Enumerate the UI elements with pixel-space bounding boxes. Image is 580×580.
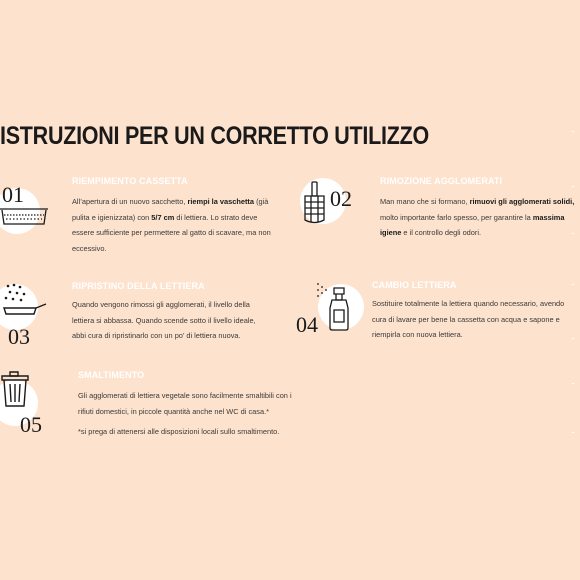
section-heading: RIMOZIONE AGGLOMERATI: [380, 176, 503, 186]
bold-text: igiene: [380, 228, 402, 237]
edge-mark: [572, 383, 574, 384]
section-body: [72, 194, 292, 256]
edge-mark: [572, 233, 574, 234]
body-line: molto importante farlo spesso, per garantire la massima: [380, 212, 565, 222]
body-line: pulita e igienizzata) con 5/7 cm di lettiera. Lo strato deve: [72, 212, 258, 222]
edge-mark: [572, 432, 574, 433]
section-number: 03: [8, 324, 30, 349]
body-line: riempirla con nuova lettiera.: [372, 330, 463, 339]
bold-text: massima: [532, 212, 565, 222]
body-line: cura di lavare per bene la cassetta con acqua e sapone e: [372, 314, 560, 324]
section-number: 04: [296, 312, 318, 337]
section-body: [78, 388, 318, 419]
body-line: rifiuti domestici, in piccole quantità anche nel WC di casa.*: [78, 406, 270, 416]
body-line: abbi cura di ripristinarlo con un po’ di lettiera nuova.: [72, 331, 241, 340]
body-line: essere sufficiente per permettere al gatto di scavare, ma non: [72, 228, 271, 237]
spray-bottle-icon: [316, 280, 352, 332]
bold-text: riempi la vaschetta: [187, 197, 255, 206]
edge-mark: [572, 338, 574, 339]
litter-refill-icon: [0, 282, 48, 322]
section-number: 01: [2, 182, 24, 207]
body-line: All’apertura di un nuovo sacchetto, riempi la vaschetta (già: [72, 197, 269, 206]
edge-mark: [572, 284, 574, 285]
trash-bin-icon: [0, 368, 30, 408]
footnote: *si prega di attenersi alle disposizioni locali sullo smaltimento.: [78, 427, 280, 436]
body-line: igiene e il controllo degli odori.: [380, 228, 482, 237]
body-line: Quando vengono rimossi gli agglomerati, il livello della: [72, 300, 250, 309]
section-body: [380, 194, 580, 241]
edge-mark: [572, 131, 574, 132]
section-number: 02: [330, 186, 352, 211]
section-heading: RIPRISTINO DELLA LETTIERA: [72, 281, 205, 291]
body-line: Man mano che si formano, rimuovi gli agglomerati solidi,: [380, 197, 575, 206]
body-line: lettiera si abbassa. Quando scende sotto il livello ideale,: [72, 315, 256, 325]
litter-scoop-icon: [302, 180, 328, 226]
section-body: [72, 297, 292, 344]
section-heading: RIEMPIMENTO CASSETTA: [72, 176, 188, 186]
edge-mark: [572, 186, 574, 187]
bold-text: rimuovi gli agglomerati solidi,: [469, 197, 575, 206]
body-line: Gli agglomerati di lettiera vegetale sono facilmente smaltibili con i: [78, 391, 292, 400]
bold-text: 5/7 cm: [151, 212, 175, 222]
section-body: [372, 296, 580, 343]
section-heading: CAMBIO LETTIERA: [372, 280, 457, 290]
body-line: Sostituire totalmente la lettiera quando necessario, avendo: [372, 299, 565, 308]
body-line: eccessivo.: [72, 243, 107, 253]
section-number: 05: [20, 412, 42, 437]
section-heading: SMALTIMENTO: [78, 370, 145, 380]
page-title: ISTRUZIONI PER UN CORRETTO UTILIZZO: [0, 122, 429, 150]
